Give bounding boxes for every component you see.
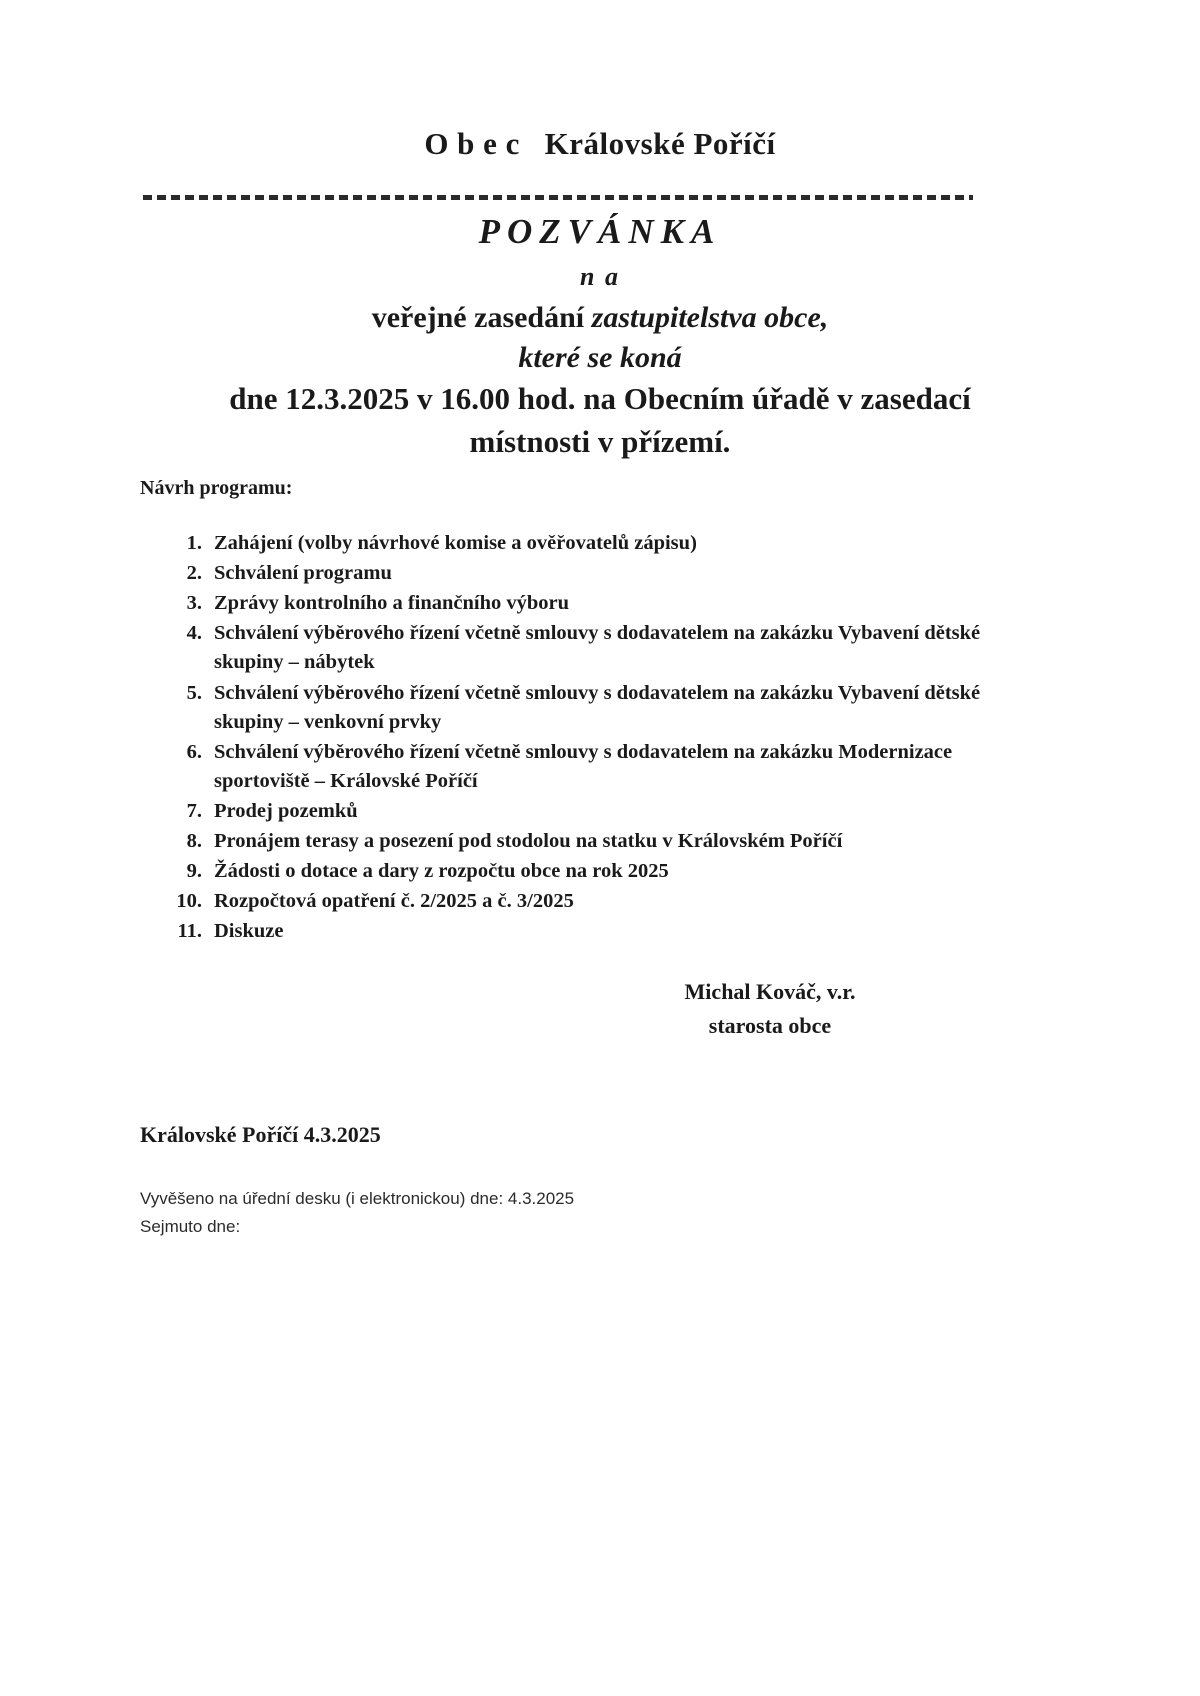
dashed-divider — [143, 195, 973, 200]
program-item — [168, 857, 1018, 886]
municipality-header: O b e c Královské Poříčí — [424, 126, 776, 161]
program-item-text: Diskuze — [214, 920, 284, 943]
program-item-number: 4. — [186, 622, 202, 645]
program-item-text: Žádosti o dotace a dary z rozpočtu obce na rok 2025 — [214, 860, 669, 883]
invitation-takes-place — [90, 338, 1110, 378]
signature-block — [560, 975, 980, 1043]
program-item — [168, 619, 1018, 677]
program-item-text: Schválení výběrového řízení včetně smlouvy s dodavatelem na zakázku Vybavení dětské skupiny – nábytek — [214, 622, 981, 674]
signatory-role: starosta obce — [708, 1013, 832, 1039]
program-item-number: 9. — [186, 860, 202, 883]
posting-notes — [140, 1185, 574, 1240]
program-item — [168, 529, 1018, 558]
program-item-text: Prodej pozemků — [214, 799, 358, 822]
program-item-number: 1. — [186, 532, 202, 554]
posted-on-line: Vyvěšeno na úřední desku (i elektronickou) dne: 4.3.2025 — [140, 1189, 575, 1208]
program-item — [168, 797, 1018, 826]
place-and-date: Královské Poříčí 4.3.2025 — [140, 1122, 381, 1147]
program-item-number: 3. — [186, 592, 202, 615]
program-item-text: Schválení programu — [214, 562, 392, 585]
program-item-number: 5. — [186, 681, 202, 704]
signatory-name: Michal Kováč, v.r. — [684, 979, 856, 1004]
removed-on-line: Sejmuto dne: — [140, 1216, 241, 1236]
invitation-datetime-line-1: dne 12.3.2025 v 16.00 hod. na Obecním úřadě v zasedací — [229, 381, 971, 417]
program-item-text: Schválení výběrového řízení včetně smlouvy s dodavatelem na zakázku Vybavení dětské skupiny – venkovní prvky — [214, 681, 981, 733]
program-item-text: Rozpočtová opatření č. 2/2025 a č. 3/2025 — [214, 890, 574, 913]
program-item — [168, 559, 1018, 588]
program-item — [168, 589, 1018, 618]
invitation-title: POZVÁNKA — [478, 212, 722, 251]
invitation-subject-plain: veřejné zasedání — [371, 301, 592, 334]
program-item-text: Pronájem terasy a posezení pod stodolou na statku v Královském Poříčí — [214, 830, 843, 853]
invitation-preposition: n a — [580, 262, 620, 291]
program-list — [168, 529, 1018, 948]
invitation-takes-place-text: které se koná — [518, 340, 682, 374]
program-item-number: 7. — [186, 799, 202, 822]
program-item-text: Schválení výběrového řízení včetně smlouvy s dodavatelem na zakázku Modernizace sportoviště – Královské Poříčí — [214, 740, 953, 792]
program-item — [168, 738, 1018, 796]
program-item-number: 10. — [176, 890, 202, 913]
program-item-number: 11. — [177, 920, 202, 943]
program-item-text: Zahájení (volby návrhové komise a ověřovatelů zápisu) — [214, 532, 697, 554]
program-item — [168, 679, 1018, 737]
invitation-datetime-line-2: místnosti v přízemí. — [469, 424, 731, 460]
program-item — [168, 827, 1018, 856]
invitation-subject-emphasis: zastupitelstva obce, — [591, 301, 829, 334]
program-item-text: Zprávy kontrolního a finančního výboru — [214, 592, 570, 615]
program-item-number: 8. — [186, 830, 202, 853]
program-item — [168, 917, 1018, 946]
program-item-number: 6. — [186, 740, 202, 763]
invitation-block — [90, 212, 1110, 463]
program-heading: Návrh programu: — [140, 477, 293, 499]
program-item — [168, 887, 1018, 916]
invitation-subject — [90, 298, 1110, 338]
program-item-number: 2. — [186, 562, 202, 585]
